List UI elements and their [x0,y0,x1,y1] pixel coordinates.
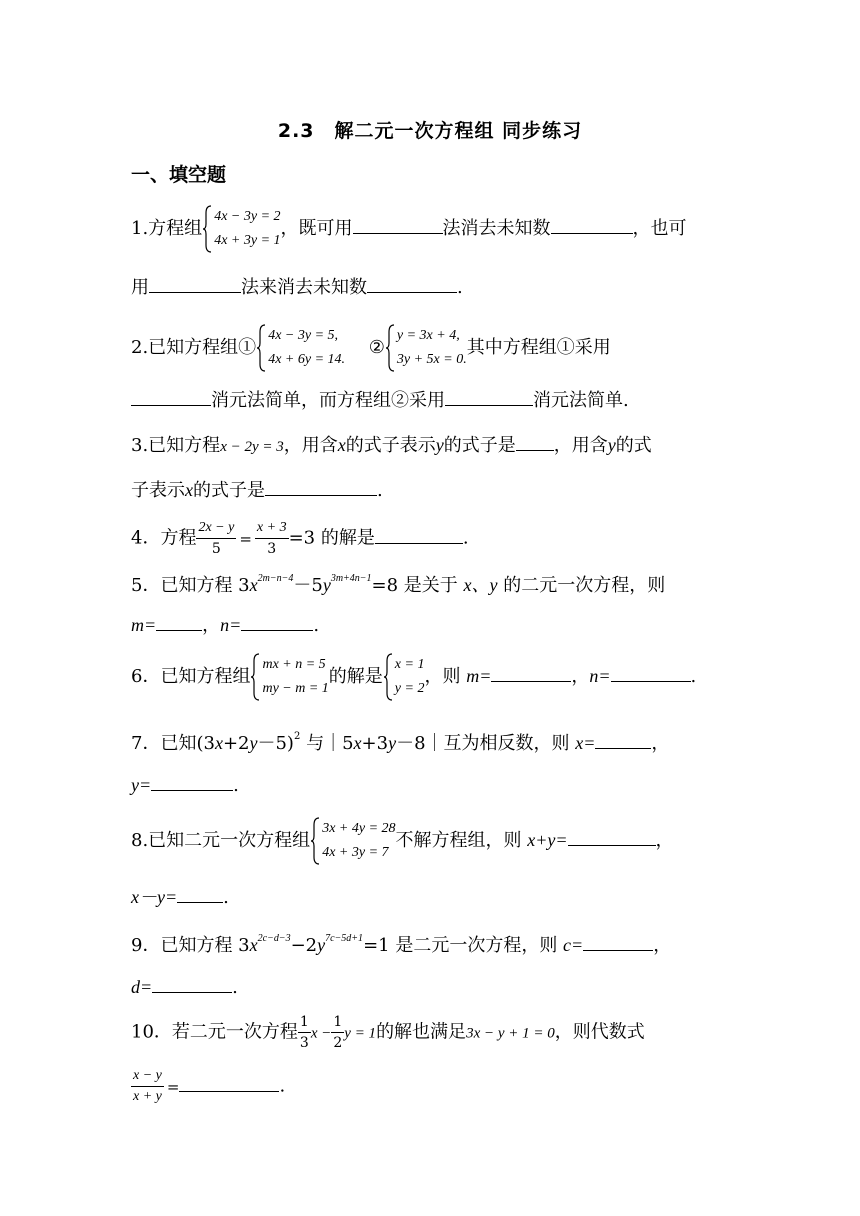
question-1-cont [131,272,731,301]
q2-l2b: 消元法简单. [533,390,629,411]
q9-end: . [232,977,238,998]
q5-n: n= [220,615,242,635]
brace-icon [383,653,393,701]
q6-n: n= [589,666,611,686]
q3-l2c: . [377,480,383,501]
q10-frac1 [298,1012,311,1053]
q7-sep: ， [651,733,670,754]
brace-icon [310,817,320,865]
q10-x: x − [310,1025,332,1042]
q6-b1: x = 1 [394,657,425,672]
q10-n1: 1 [298,1012,311,1033]
answer-blank[interactable] [595,728,651,749]
q4-prefix: 4．方程 [131,527,197,549]
q4-n1: 2x − y [196,518,236,539]
q10-fn: x − y [131,1066,164,1087]
answer-blank[interactable] [583,930,653,951]
q8-xmy: x－y= [131,887,178,907]
q8-text2: x+y= [527,830,568,850]
answer-blank[interactable] [177,882,223,903]
q10-prefix: 10．若二元一次方程 [131,1021,298,1043]
q1-text3: ，也可 [632,218,687,239]
q10-d1: 3 [299,1035,309,1051]
q7-prefix: 7．已知(3 [131,733,215,754]
q5-x: x [249,575,258,595]
answer-blank[interactable] [152,972,232,993]
q4-frac1 [196,518,236,559]
q9-c: c= [563,935,584,955]
q2-a1: 4x − 3y = 5, [268,328,339,343]
q1-text2: 法消去未知数 [442,218,551,239]
q9-prefix: 9．已知方程 3 [131,935,250,956]
q3-text4: ，用含 [553,435,608,456]
brace-icon [385,324,395,372]
q7-a: +2 [222,733,250,754]
question-7-cont [131,770,731,799]
question-5 [131,566,731,599]
question-3 [131,430,731,460]
brace-icon [202,205,212,253]
answer-blank[interactable] [551,213,633,234]
answer-blank[interactable] [265,475,377,496]
question-6 [131,653,731,701]
q3-x: x [337,435,346,455]
q2-l2a: 消元法简单，而方程组②采用 [211,390,445,411]
q7-x: x [214,733,223,753]
q6-solution [383,653,425,701]
q8-sep: ， [655,830,674,851]
q7-y: y [249,733,258,753]
q4-text1: =3 的解是 [288,527,375,549]
q7-b: －5) [257,733,294,754]
q10-text1: 的解也满足 [376,1021,467,1043]
q9-sep: ， [653,935,672,956]
question-7 [131,724,731,757]
q5-text2: x、y [463,575,498,595]
q3-text1: ，用含 [283,435,338,456]
question-10-cont [131,1066,731,1107]
q7-d: +3 [361,733,389,754]
brace-icon [256,324,266,372]
q9-exp1: 2c−d−3 [257,933,291,944]
q10-fd: x + y [133,1089,162,1104]
q6-sep: ， [571,666,590,687]
q7-end: . [233,775,239,796]
question-9-cont [131,972,731,1001]
q4-n2: x + 3 [255,518,289,539]
answer-blank[interactable] [445,385,533,406]
q9-y: y [317,935,326,955]
q1-system [202,205,280,253]
question-5-cont [131,610,731,639]
q10-frac2 [331,1012,344,1053]
q5-text3: 的二元一次方程，则 [497,575,666,596]
q4-eqs: = [239,529,252,548]
q5-y: y [322,575,331,595]
q4-d1: 5 [211,541,221,557]
q7-xeq: x= [575,733,596,753]
q5-sep: ， [202,615,221,636]
q3-prefix: 3.已知方程 [131,435,221,456]
q8-a1: 3x + 4y = 28 [322,821,396,836]
q9-minus: −2 [290,935,318,956]
q8-end: . [223,887,229,908]
q3-x2: x [185,480,193,500]
q1-eq1: 4x − 3y = 2 [214,209,281,224]
q2-b1: y = 3x + 4, [396,328,460,343]
q8-system [310,817,395,865]
q2-a2: 4x + 6y = 14. [268,352,346,367]
answer-blank[interactable] [241,610,313,631]
q2-system-1 [256,324,345,372]
q1-l2b: 法来消去未知数 [241,277,367,298]
q9-x: x [249,935,258,955]
q8-prefix: 8.已知二元一次方程组 [131,830,311,851]
q6-system [250,653,328,701]
answer-blank[interactable] [568,825,656,846]
section-heading: 一、填空题 [131,164,227,186]
q7-x2: x [353,733,362,753]
answer-blank[interactable] [179,1071,279,1092]
answer-blank[interactable] [611,661,691,682]
answer-blank[interactable] [353,213,443,234]
q7-c: 与｜5 [300,733,354,754]
q7-e: －8｜互为相反数，则 [396,733,576,754]
q5-exp2: 3m+4n−1 [330,573,372,584]
answer-blank[interactable] [491,661,571,682]
q2-prefix: 2.已知方程组① [131,337,257,358]
q3-eq: x − 2y = 3 [220,439,284,455]
q6-text2: ，则 [424,666,467,687]
q9-exp2: 7c−5d+1 [325,933,364,944]
q5-exp1: 2m−n−4 [257,573,294,584]
q6-end: . [690,666,697,687]
q5-text1: =8 是关于 [371,575,464,596]
question-2-cont [131,385,731,414]
question-1 [131,205,731,253]
q4-d2: 3 [267,541,277,557]
q10-n2: 1 [331,1012,344,1033]
q3-text3: 的式子是 [443,435,516,456]
question-2 [131,324,731,372]
question-8-cont [131,882,731,911]
q7-yeq: y= [131,775,152,795]
q7-square: 2 [293,731,301,742]
q3-y2: y [607,435,616,455]
q2-b2: 3y + 5x = 0. [396,352,467,367]
q5-m: m= [131,615,157,635]
q2-text1: 其中方程组①采用 [466,337,611,358]
q10-eq: 3x − y + 1 = 0 [466,1025,555,1042]
answer-blank[interactable] [367,272,457,293]
q3-l2a: 子表示 [131,480,185,501]
question-4 [131,518,731,559]
question-8 [131,817,731,865]
question-9 [131,926,731,959]
q6-prefix: 6．已知方程组 [131,666,251,687]
q1-l2a: 用 [131,277,149,298]
q6-m: m= [466,666,492,686]
q10-end: . [279,1075,286,1097]
answer-blank[interactable] [516,430,554,451]
q1-prefix: 1.方程组 [131,218,203,239]
q6-text1: 的解是 [328,666,383,687]
q3-y: y [435,435,444,455]
q10-text2: ，则代数式 [554,1021,645,1043]
answer-blank[interactable] [151,770,233,791]
q9-text1: =1 是二元一次方程，则 [363,935,564,956]
q4-frac2 [255,518,289,559]
q1-l2c: . [457,277,463,298]
q3-text2: 的式子表示 [345,435,436,456]
q1-text1: ，既可用 [280,218,353,239]
q4-text2: . [462,527,469,549]
q10-eqs: = [166,1077,180,1096]
answer-blank[interactable] [375,523,463,544]
q8-a2: 4x + 3y = 7 [322,845,389,860]
answer-blank[interactable] [131,385,211,406]
q5-minus: －5 [293,575,323,596]
q9-d: d= [131,977,153,997]
q5-prefix: 5．已知方程 3 [131,575,250,596]
brace-icon [250,653,260,701]
answer-blank[interactable] [149,272,241,293]
q6-a2: my − m = 1 [262,681,329,696]
q3-text5: 的式 [615,435,652,456]
question-3-cont [131,475,731,504]
q6-b2: y = 2 [394,681,425,696]
q10-d2: 2 [333,1035,343,1051]
q1-eq2: 4x + 3y = 1 [214,233,281,248]
q2-system-2 [385,324,467,372]
q5-end: . [313,615,320,636]
q10-y: y = 1 [344,1025,377,1042]
q3-l2b: 的式子是 [193,480,265,501]
q7-y2: y [388,733,397,753]
q2-mid: ② [368,337,385,358]
question-10 [131,1012,731,1053]
page-title: 2.3 解二元一次方程组 同步练习 [277,120,583,142]
q8-text1: 不解方程组，则 [395,830,528,851]
q6-a1: mx + n = 5 [262,657,326,672]
q10-frac3 [131,1066,164,1107]
answer-blank[interactable] [156,610,202,631]
